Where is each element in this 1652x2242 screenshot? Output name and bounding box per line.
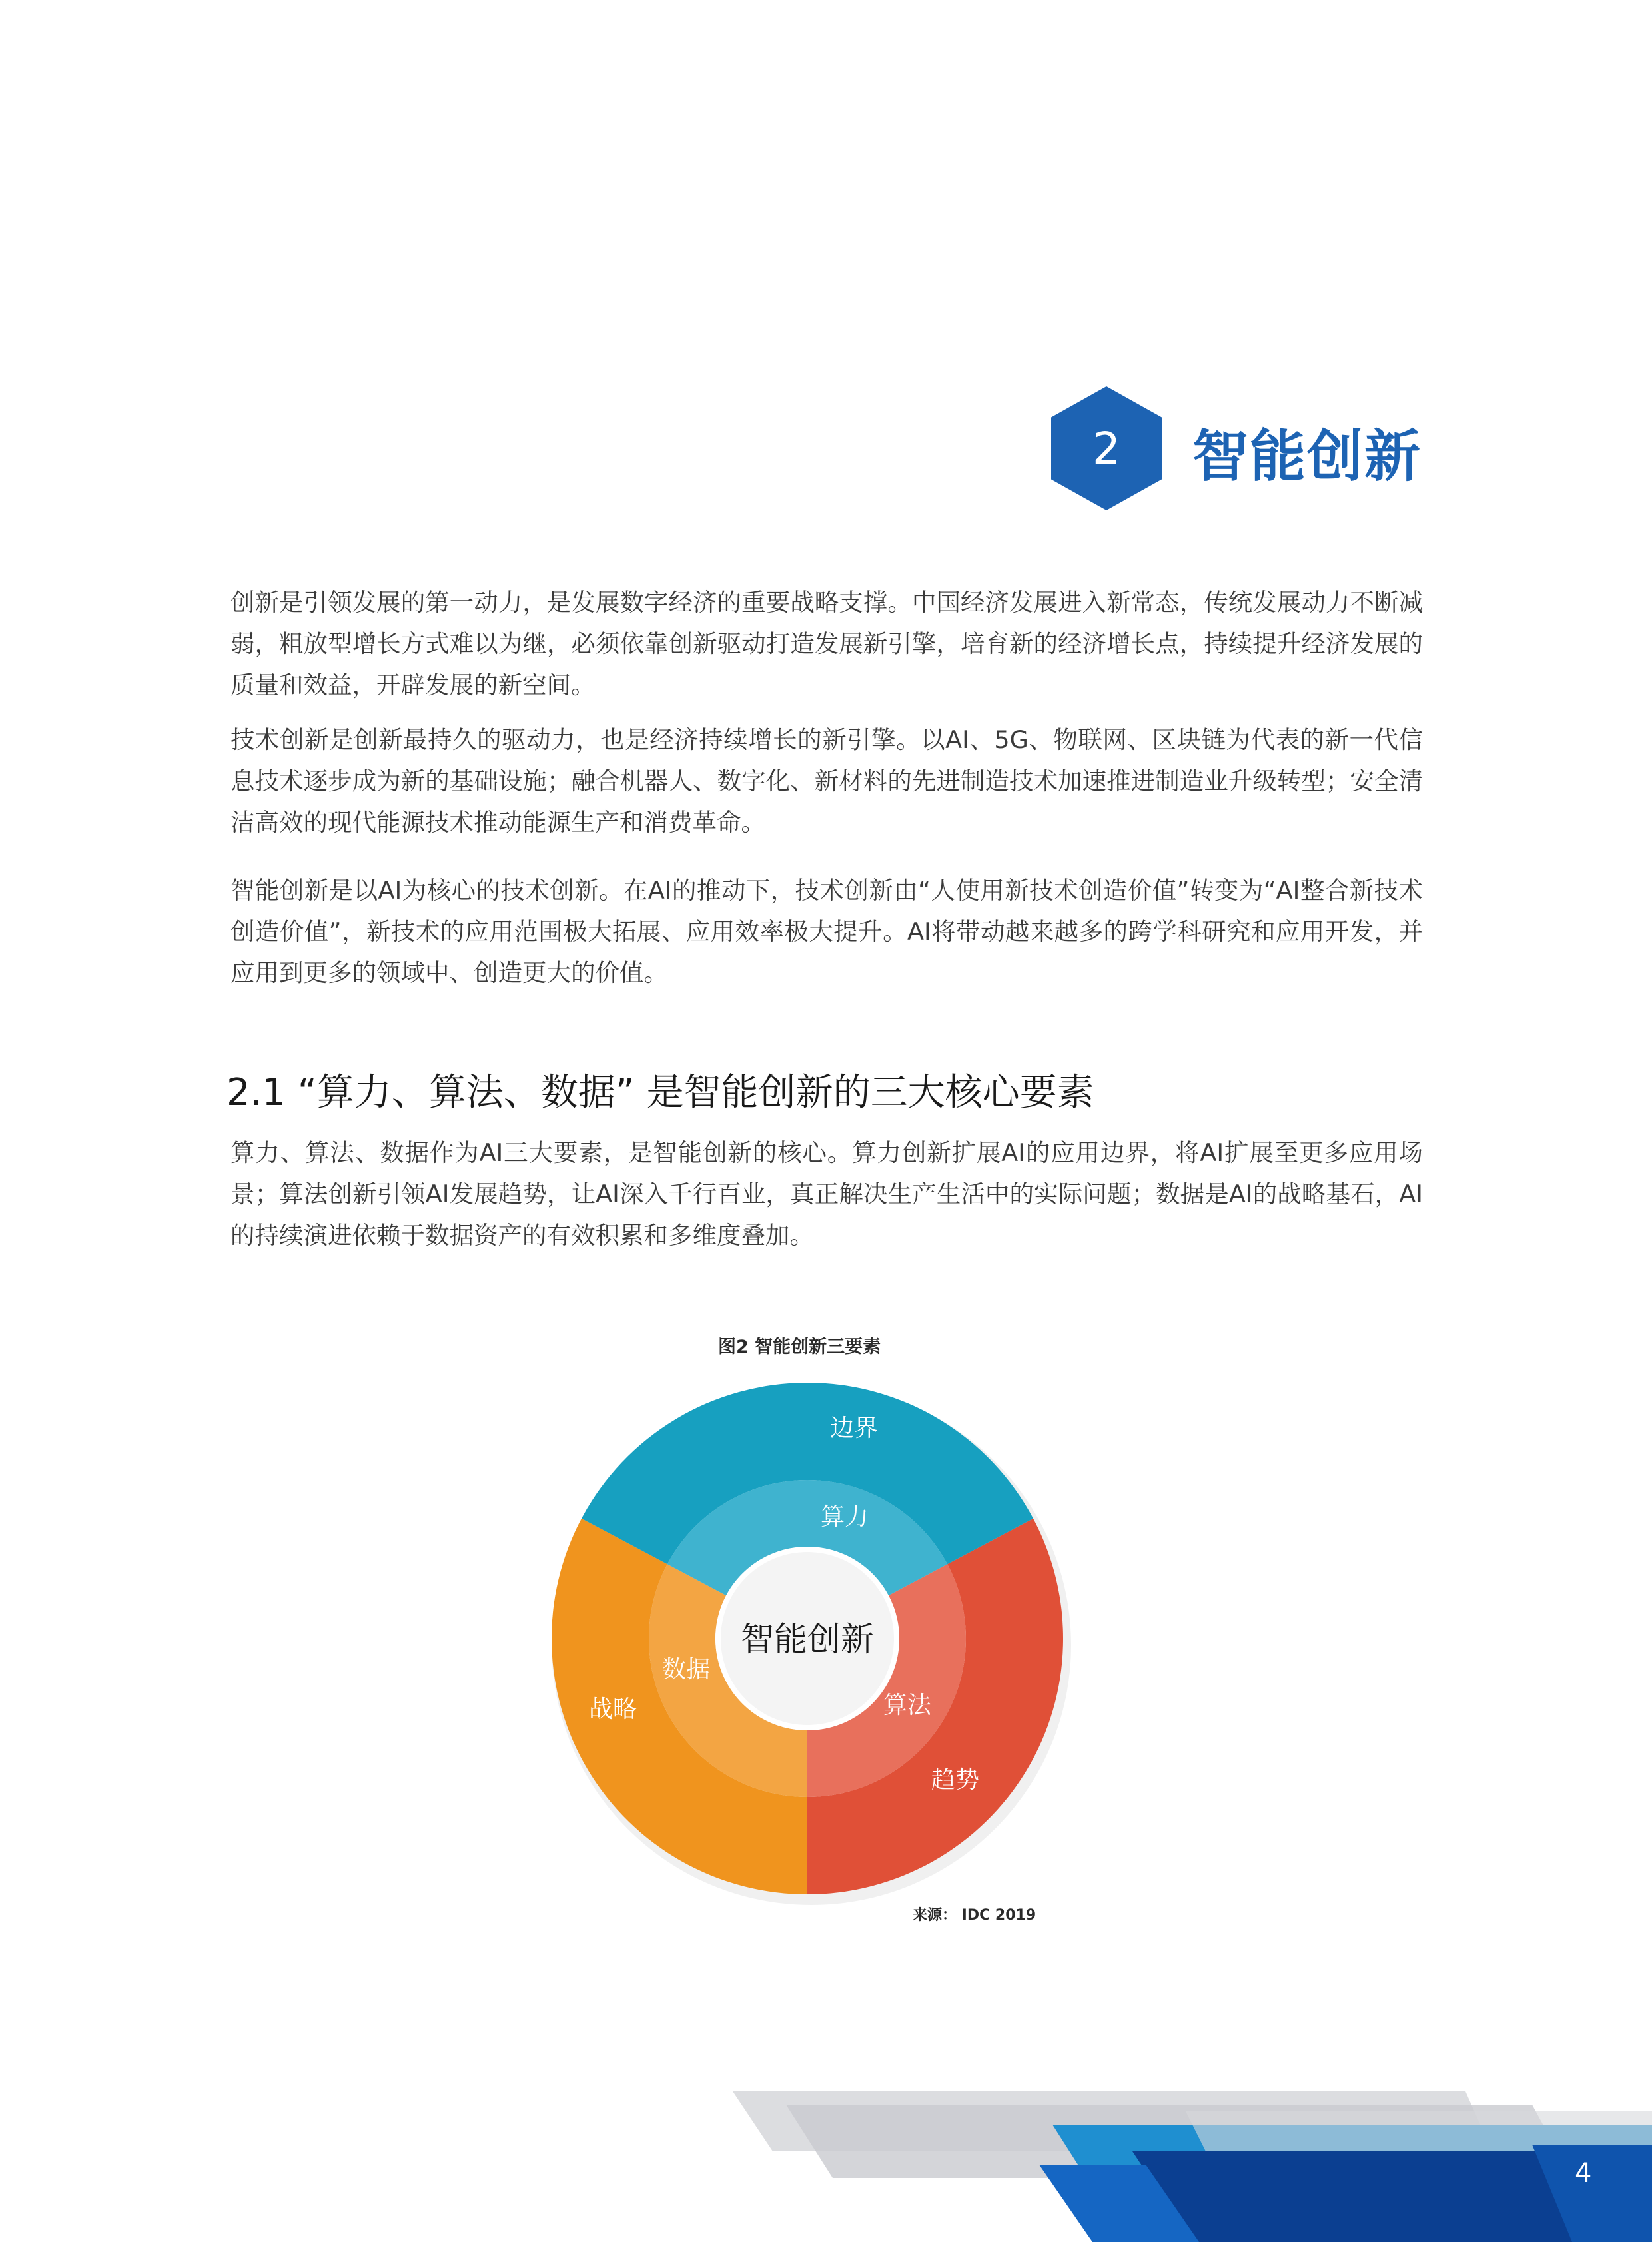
page-number: 4 (1575, 2158, 1592, 2189)
footer-stripe-decoration (0, 2085, 1652, 2242)
section-body: 算力、算法、数据作为AI三大要素，是智能创新的核心。算力创新扩展AI的应用边界，将AI扩展至更多应用场景；算法创新引领AI发展趋势，让AI深入千行百业，真正解决生产生活中的实际问题；数据是AI的战略基石，AI的持续演进依赖于数据资产的有效积累和多维度叠加。 (230, 1138, 1423, 1250)
intro-paragraph-3: 智能创新是以AI为核心的技术创新。在AI的推动下，技术创新由“人使用新技术创造价值”转变为“AI整合新技术创造价值”，新技术的应用范围极大拓展、应用效率极大提升。AI将带动越来越多的跨学科研究和应用开发，并应用到更多的领域中、创造更大的价值。 (230, 876, 1423, 987)
section-heading: 2.1 “算力、算法、数据” 是智能创新的三大核心要素 (226, 1071, 1094, 1114)
donut-outer-label-2: 战略 (588, 1696, 637, 1723)
figure-caption: 图2 智能创新三要素 (718, 1337, 881, 1357)
donut-inner-label-1: 算法 (883, 1692, 932, 1719)
donut-inner-label-2: 数据 (661, 1656, 711, 1683)
figure-source: 来源： IDC 2019 (913, 1907, 1036, 1924)
donut-center-label: 智能创新 (741, 1620, 874, 1659)
donut-outer-label-0: 边界 (829, 1415, 879, 1442)
chapter-number: 2 (1092, 422, 1120, 474)
chapter-title: 智能创新 (1192, 424, 1422, 489)
intro-paragraph-1: 创新是引领发展的第一动力，是发展数字经济的重要战略支撑。中国经济发展进入新常态，传统发展动力不断减弱，粗放型增长方式难以为继，必须依靠创新驱动打造发展新引擎，培育新的经济增长点，持续提升经济发展的质量和效益，开辟发展的新空间。 (230, 588, 1423, 699)
donut-outer-label-1: 趋势 (931, 1766, 980, 1794)
donut-inner-label-0: 算力 (820, 1503, 869, 1531)
intro-paragraph-2: 技术创新是创新最持久的驱动力，也是经济持续增长的新引擎。以AI、5G、物联网、区块链为代表的新一代信息技术逐步成为新的基础设施；融合机器人、数字化、新材料的先进制造技术加速推进制造业升级转型；安全清洁高效的现代能源技术推动能源生产和消费革命。 (230, 725, 1423, 837)
